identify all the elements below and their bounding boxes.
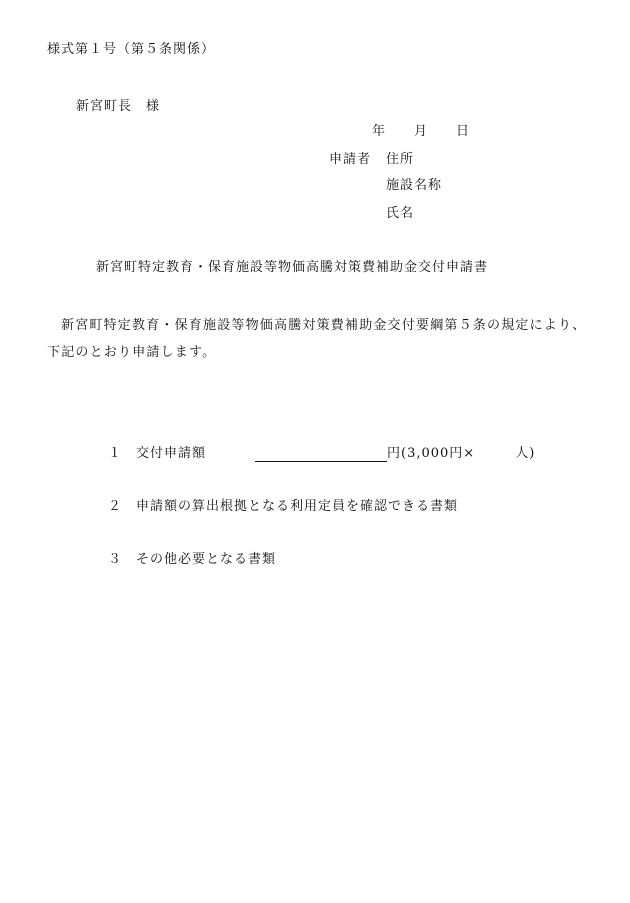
item-number: ２ bbox=[108, 499, 123, 514]
applicant-name-label: 氏名 bbox=[386, 206, 415, 221]
applicant-facility-label: 施設名称 bbox=[386, 178, 443, 193]
item-number: ３ bbox=[108, 552, 123, 567]
amount-formula-open: (3,000円× bbox=[401, 446, 476, 461]
addressee: 新宮町長 様 bbox=[76, 99, 161, 114]
date-year-label: 年 bbox=[372, 124, 387, 139]
item-number: １ bbox=[108, 446, 123, 461]
list-item bbox=[108, 499, 458, 515]
form-number: 様式第１号（第５条関係） bbox=[47, 42, 216, 57]
document-title: 新宮町特定教育・保育施設等物価高騰対策費補助金交付申請書 bbox=[96, 260, 489, 275]
amount-blank-line bbox=[255, 446, 387, 462]
amount-formula-close: 人) bbox=[515, 446, 536, 461]
item-label: 申請額の算出根拠となる利用定員を確認できる書類 bbox=[136, 499, 459, 514]
date-day-label: 日 bbox=[456, 124, 471, 139]
amount-currency: 円 bbox=[387, 446, 402, 461]
list-item bbox=[108, 552, 276, 568]
list-item bbox=[108, 446, 206, 462]
item-label: 交付申請額 bbox=[136, 446, 207, 461]
applicant-label: 申請者 bbox=[329, 152, 372, 167]
amount-suffix bbox=[387, 446, 535, 462]
date-line bbox=[372, 124, 470, 140]
document-body: 新宮町特定教育・保育施設等物価高騰対策費補助金交付要綱第５条の規定により、下記のとおり申請します。 bbox=[47, 318, 587, 360]
applicant-address-label: 住所 bbox=[386, 152, 415, 167]
item-label: その他必要となる書類 bbox=[136, 552, 277, 567]
date-month-label: 月 bbox=[414, 124, 429, 139]
